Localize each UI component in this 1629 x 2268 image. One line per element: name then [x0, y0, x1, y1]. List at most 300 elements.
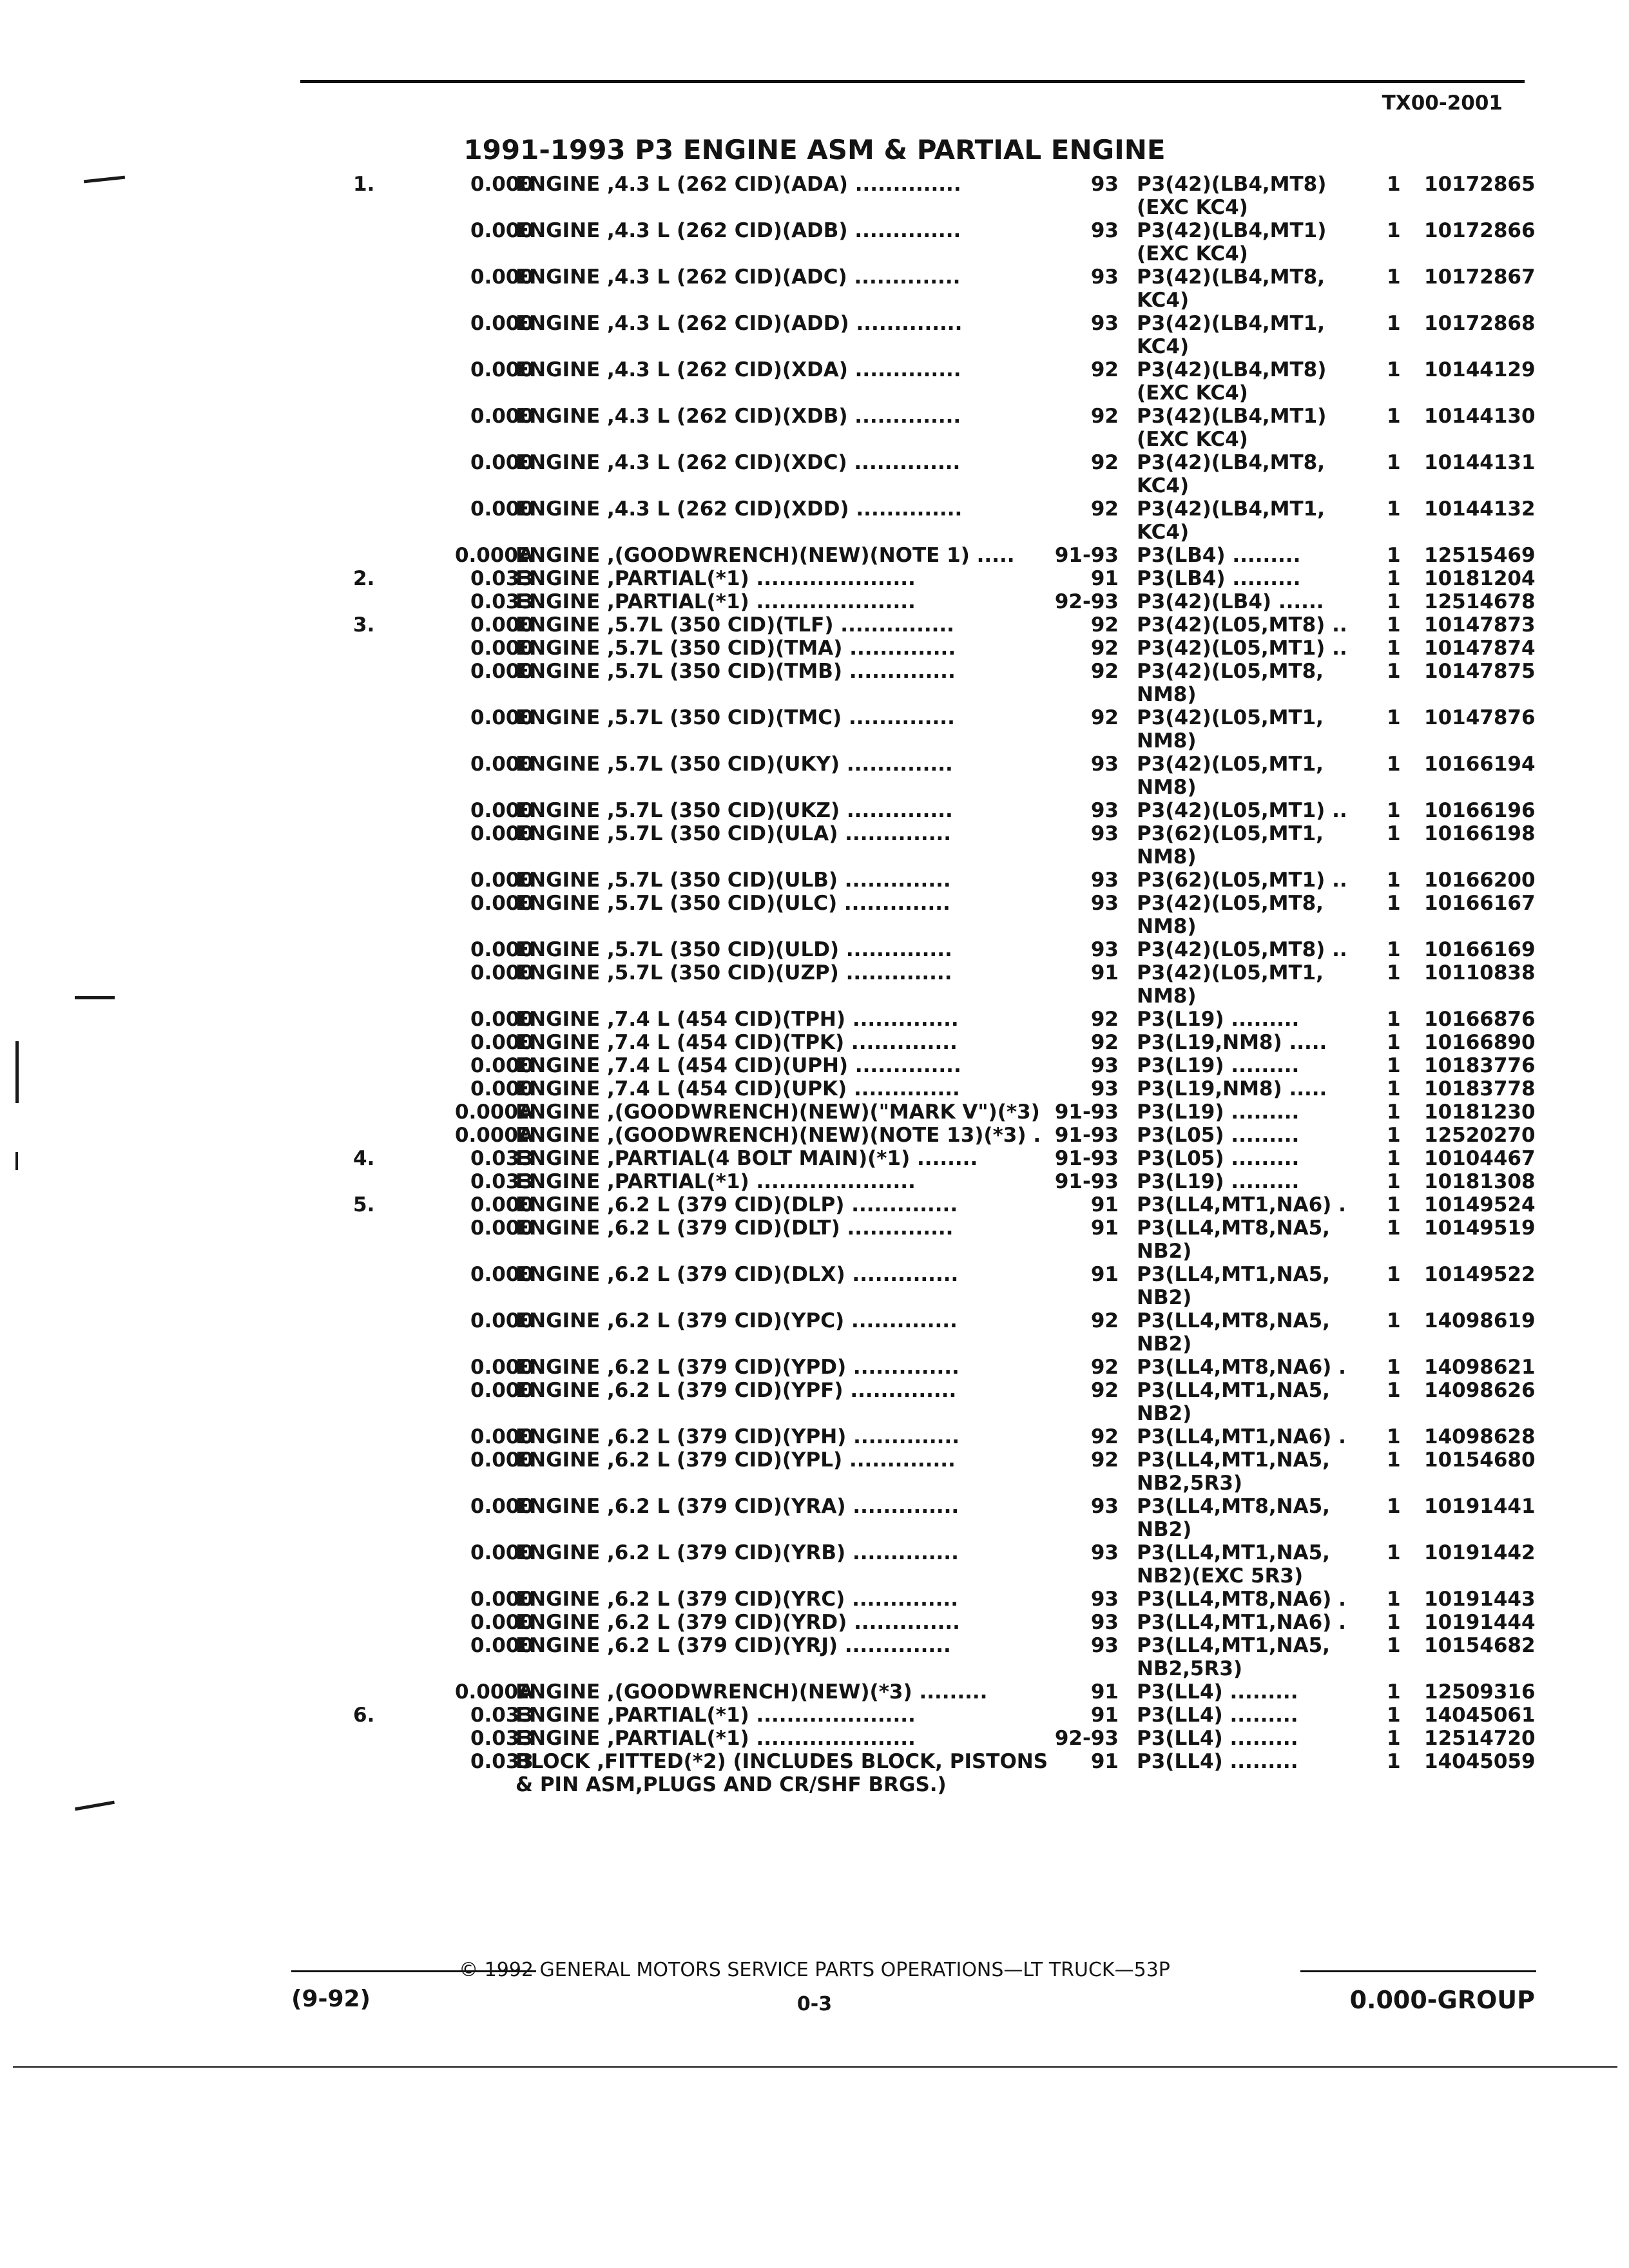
model-years: 93: [1090, 799, 1119, 822]
quantity: 1: [1387, 1541, 1401, 1564]
quantity: 1: [1387, 1100, 1401, 1124]
parts-row: [0, 1588, 1629, 1611]
part-description: ENGINE ,7.4 L (454 CID)(TPK) ..............: [516, 1031, 958, 1054]
group-number: 0.000A: [454, 544, 534, 567]
group-number: 0.000A: [454, 1680, 534, 1704]
part-number: 10144132: [1424, 497, 1536, 521]
part-number: 10147874: [1424, 637, 1536, 660]
part-number: 14045061: [1424, 1704, 1536, 1727]
copyright-line: © 1992 GENERAL MOTORS SERVICE PARTS OPERATIONS—LT TRUCK—53P: [459, 1959, 1170, 1981]
model-usage: P3(L19,NM8) .....: [1137, 1031, 1327, 1054]
part-number: 10181230: [1424, 1100, 1536, 1124]
model-usage: P3(LL4,MT1,NA5, NB2): [1137, 1263, 1330, 1309]
parts-row: [0, 1170, 1629, 1193]
parts-row: [0, 1147, 1629, 1170]
part-number: 10172867: [1424, 265, 1536, 289]
quantity: 1: [1387, 1634, 1401, 1657]
part-description: ENGINE ,5.7L (350 CID)(TLF) ...............: [516, 613, 954, 637]
model-years: 93: [1090, 219, 1119, 242]
group-number: 0.000: [470, 1031, 534, 1054]
part-description: ENGINE ,PARTIAL(4 BOLT MAIN)(*1) ........: [516, 1147, 978, 1170]
parts-row: [0, 1309, 1629, 1356]
part-number: 14098626: [1424, 1379, 1536, 1402]
group-number: 0.033: [470, 1170, 534, 1193]
parts-row: [0, 497, 1629, 544]
group-number: 0.000: [470, 1379, 534, 1402]
part-description: ENGINE ,5.7L (350 CID)(ULB) ..............: [516, 869, 951, 892]
figure-number: 2.: [353, 567, 375, 590]
part-number: 10147876: [1424, 706, 1536, 729]
parts-row: [0, 1031, 1629, 1054]
parts-row: [0, 590, 1629, 613]
part-number: 10172865: [1424, 173, 1536, 196]
model-usage: P3(LL4) .........: [1137, 1704, 1298, 1727]
model-usage: P3(L05) .........: [1137, 1124, 1300, 1147]
part-number: 10147873: [1424, 613, 1536, 637]
model-years: 93: [1090, 1077, 1119, 1100]
parts-row: [0, 706, 1629, 753]
group-number: 0.000: [470, 265, 534, 289]
parts-row: [0, 1216, 1629, 1263]
model-years: 91-93: [1054, 1100, 1119, 1124]
parts-row: [0, 1448, 1629, 1495]
model-usage: P3(LL4,MT8,NA6) .: [1137, 1588, 1346, 1611]
parts-row: [0, 405, 1629, 451]
part-description: BLOCK ,FITTED(*2) (INCLUDES BLOCK, PISTONS & PIN ASM,PLUGS AND CR/SHF BRGS.): [516, 1750, 1048, 1796]
model-years: 91: [1090, 1263, 1119, 1286]
group-number: 0.000: [470, 312, 534, 335]
parts-row: [0, 660, 1629, 706]
model-years: 92: [1090, 451, 1119, 474]
part-description: ENGINE ,4.3 L (262 CID)(ADB) ..............: [516, 219, 961, 242]
quantity: 1: [1387, 1077, 1401, 1100]
model-usage: P3(42)(L05,MT8, NM8): [1137, 660, 1324, 706]
part-number: 10154680: [1424, 1448, 1536, 1472]
model-usage: P3(42)(LB4,MT1, KC4): [1137, 312, 1325, 358]
model-usage: P3(LL4) .........: [1137, 1750, 1298, 1773]
part-description: ENGINE ,(GOODWRENCH)(NEW)(*3) .........: [516, 1680, 988, 1704]
model-usage: P3(62)(L05,MT1) ..: [1137, 869, 1347, 892]
model-usage: P3(42)(L05,MT1, NM8): [1137, 961, 1324, 1008]
model-usage: P3(LL4) .........: [1137, 1727, 1298, 1750]
model-usage: P3(42)(LB4,MT8) (EXC KC4): [1137, 173, 1327, 219]
part-description: ENGINE ,PARTIAL(*1) .....................: [516, 567, 916, 590]
figure-number: 4.: [353, 1147, 375, 1170]
part-description: ENGINE ,PARTIAL(*1) .....................: [516, 1704, 916, 1727]
quantity: 1: [1387, 1147, 1401, 1170]
group-number: 0.033: [470, 1750, 534, 1773]
parts-row: [0, 1750, 1629, 1820]
part-description: ENGINE ,6.2 L (379 CID)(YPH) ..............: [516, 1425, 960, 1448]
model-years: 93: [1090, 173, 1119, 196]
part-description: ENGINE ,5.7L (350 CID)(TMC) ..............: [516, 706, 955, 729]
group-number: 0.033: [470, 1727, 534, 1750]
group-number: 0.033: [470, 1147, 534, 1170]
group-number: 0.000: [470, 451, 534, 474]
parts-row: [0, 1425, 1629, 1448]
part-description: ENGINE ,6.2 L (379 CID)(YPL) ..............: [516, 1448, 956, 1472]
model-usage: P3(42)(LB4) ......: [1137, 590, 1324, 613]
group-number: 0.000: [470, 358, 534, 381]
part-number: 10183778: [1424, 1077, 1536, 1100]
part-number: 10166169: [1424, 938, 1536, 961]
parts-row: [0, 1495, 1629, 1541]
group-number: 0.000: [470, 637, 534, 660]
part-description: ENGINE ,(GOODWRENCH)(NEW)(NOTE 13)(*3) .: [516, 1124, 1041, 1147]
part-number: 12515469: [1424, 544, 1536, 567]
group-number: 0.000: [470, 1216, 534, 1240]
group-number: 0.000: [470, 1193, 534, 1216]
model-usage: P3(L19) .........: [1137, 1054, 1300, 1077]
model-usage: P3(L19) .........: [1137, 1100, 1300, 1124]
part-number: 12509316: [1424, 1680, 1536, 1704]
part-description: ENGINE ,5.7L (350 CID)(UKZ) ..............: [516, 799, 953, 822]
quantity: 1: [1387, 1124, 1401, 1147]
quantity: 1: [1387, 358, 1401, 381]
part-number: 10147875: [1424, 660, 1536, 683]
quantity: 1: [1387, 799, 1401, 822]
model-usage: P3(42)(LB4,MT1) (EXC KC4): [1137, 405, 1327, 451]
model-usage: P3(42)(LB4,MT8, KC4): [1137, 451, 1325, 497]
group-number: 0.000: [470, 613, 534, 637]
parts-row: [0, 892, 1629, 938]
group-number: 0.000: [470, 1448, 534, 1472]
model-years: 91: [1090, 1750, 1119, 1773]
model-years: 93: [1090, 869, 1119, 892]
model-usage: P3(LL4,MT1,NA6) .: [1137, 1193, 1346, 1216]
parts-row: [0, 219, 1629, 265]
parts-row: [0, 1379, 1629, 1425]
group-number: 0.033: [470, 590, 534, 613]
model-years: 93: [1090, 1541, 1119, 1564]
parts-row: [0, 1634, 1629, 1680]
group-number: 0.000: [470, 1309, 534, 1332]
parts-row: [0, 799, 1629, 822]
group-number: 0.000: [470, 1611, 534, 1634]
parts-row: [0, 613, 1629, 637]
model-usage: P3(42)(L05,MT8) ..: [1137, 613, 1347, 637]
parts-row: [0, 1054, 1629, 1077]
quantity: 1: [1387, 1448, 1401, 1472]
model-years: 92: [1090, 706, 1119, 729]
parts-row: [0, 312, 1629, 358]
model-years: 92-93: [1054, 590, 1119, 613]
part-description: ENGINE ,(GOODWRENCH)(NEW)(NOTE 1) .....: [516, 544, 1015, 567]
model-years: 92: [1090, 1448, 1119, 1472]
figure-number: 5.: [353, 1193, 375, 1216]
model-years: 92: [1090, 1008, 1119, 1031]
model-usage: P3(LL4) .........: [1137, 1680, 1298, 1704]
model-usage: P3(L19) .........: [1137, 1008, 1300, 1031]
quantity: 1: [1387, 1588, 1401, 1611]
group-number: 0.000: [470, 706, 534, 729]
parts-row: [0, 265, 1629, 312]
part-number: 10166876: [1424, 1008, 1536, 1031]
quantity: 1: [1387, 1356, 1401, 1379]
quantity: 1: [1387, 312, 1401, 335]
part-number: 14098619: [1424, 1309, 1536, 1332]
parts-row: [0, 753, 1629, 799]
part-description: ENGINE ,4.3 L (262 CID)(XDB) ..............: [516, 405, 961, 428]
model-usage: P3(L19) .........: [1137, 1170, 1300, 1193]
group-number: 0.000: [470, 1263, 534, 1286]
model-years: 91-93: [1054, 544, 1119, 567]
model-usage: P3(42)(L05,MT1, NM8): [1137, 706, 1324, 753]
quantity: 1: [1387, 219, 1401, 242]
model-usage: P3(L19,NM8) .....: [1137, 1077, 1327, 1100]
parts-row: [0, 938, 1629, 961]
model-usage: P3(L05) .........: [1137, 1147, 1300, 1170]
quantity: 1: [1387, 753, 1401, 776]
part-number: 12514678: [1424, 590, 1536, 613]
group-label: 0.000-GROUP: [1349, 1986, 1535, 2014]
model-years: 93: [1090, 822, 1119, 845]
quantity: 1: [1387, 1704, 1401, 1727]
part-number: 14045059: [1424, 1750, 1536, 1773]
model-years: 92: [1090, 1379, 1119, 1402]
group-number: 0.000: [470, 173, 534, 196]
part-description: ENGINE ,5.7L (350 CID)(ULA) ..............: [516, 822, 952, 845]
bottom-rule: [13, 2066, 1617, 2068]
parts-row: [0, 173, 1629, 219]
parts-row: [0, 1727, 1629, 1750]
model-years: 92: [1090, 497, 1119, 521]
part-description: ENGINE ,6.2 L (379 CID)(YPD) ..............: [516, 1356, 959, 1379]
model-years: 93: [1090, 753, 1119, 776]
parts-row: [0, 822, 1629, 869]
model-usage: P3(42)(L05,MT1) ..: [1137, 637, 1347, 660]
part-description: ENGINE ,6.2 L (379 CID)(YPF) ..............: [516, 1379, 957, 1402]
part-description: ENGINE ,5.7L (350 CID)(ULC) ..............: [516, 892, 950, 915]
part-number: 10191442: [1424, 1541, 1536, 1564]
quantity: 1: [1387, 1495, 1401, 1518]
model-years: 93: [1090, 1495, 1119, 1518]
part-description: ENGINE ,5.7L (350 CID)(ULD) ..............: [516, 938, 952, 961]
quantity: 1: [1387, 1054, 1401, 1077]
quantity: 1: [1387, 1309, 1401, 1332]
part-description: ENGINE ,6.2 L (379 CID)(YRD) ..............: [516, 1611, 960, 1634]
group-number: 0.033: [470, 567, 534, 590]
quantity: 1: [1387, 265, 1401, 289]
model-years: 93: [1090, 938, 1119, 961]
group-number: 0.000: [470, 219, 534, 242]
part-description: ENGINE ,6.2 L (379 CID)(DLX) ..............: [516, 1263, 959, 1286]
part-description: ENGINE ,5.7L (350 CID)(UZP) ..............: [516, 961, 952, 985]
group-number: 0.000: [470, 1008, 534, 1031]
part-number: 10166890: [1424, 1031, 1536, 1054]
model-years: 92: [1090, 358, 1119, 381]
part-description: ENGINE ,7.4 L (454 CID)(TPH) ..............: [516, 1008, 959, 1031]
part-description: ENGINE ,4.3 L (262 CID)(ADA) ..............: [516, 173, 961, 196]
model-years: 93: [1090, 1611, 1119, 1634]
model-usage: P3(LL4,MT1,NA6) .: [1137, 1611, 1346, 1634]
parts-row: [0, 1680, 1629, 1704]
part-number: 10166200: [1424, 869, 1536, 892]
model-usage: P3(LB4) .........: [1137, 544, 1301, 567]
model-years: 91: [1090, 1704, 1119, 1727]
model-years: 92: [1090, 637, 1119, 660]
part-number: 10144131: [1424, 451, 1536, 474]
part-description: ENGINE ,4.3 L (262 CID)(XDD) ..............: [516, 497, 963, 521]
quantity: 1: [1387, 1008, 1401, 1031]
part-description: ENGINE ,4.3 L (262 CID)(XDA) ..............: [516, 358, 961, 381]
part-description: ENGINE ,(GOODWRENCH)(NEW)("MARK V")(*3): [516, 1100, 1040, 1124]
part-number: 10181204: [1424, 567, 1536, 590]
model-years: 93: [1090, 1054, 1119, 1077]
quantity: 1: [1387, 1727, 1401, 1750]
part-description: ENGINE ,6.2 L (379 CID)(DLP) ..............: [516, 1193, 958, 1216]
model-years: 91-93: [1054, 1124, 1119, 1147]
group-number: 0.000: [470, 1054, 534, 1077]
part-number: 10183776: [1424, 1054, 1536, 1077]
part-description: ENGINE ,5.7L (350 CID)(TMB) ..............: [516, 660, 956, 683]
parts-list: [0, 173, 1629, 1820]
model-years: 93: [1090, 265, 1119, 289]
group-number: 0.000: [470, 1541, 534, 1564]
group-number: 0.000: [470, 822, 534, 845]
model-years: 92: [1090, 613, 1119, 637]
group-number: 0.000: [470, 1356, 534, 1379]
part-number: 10149522: [1424, 1263, 1536, 1286]
figure-number: 6.: [353, 1704, 375, 1727]
part-description: ENGINE ,4.3 L (262 CID)(ADD) ..............: [516, 312, 963, 335]
page-title: 1991-1993 P3 ENGINE ASM & PARTIAL ENGINE: [463, 134, 1166, 166]
part-description: ENGINE ,PARTIAL(*1) .....................: [516, 1170, 916, 1193]
part-number: 12514720: [1424, 1727, 1536, 1750]
model-years: 93: [1090, 1634, 1119, 1657]
model-years: 92: [1090, 1356, 1119, 1379]
model-usage: P3(LL4,MT8,NA5, NB2): [1137, 1495, 1330, 1541]
model-years: 92-93: [1054, 1727, 1119, 1750]
model-years: 93: [1090, 312, 1119, 335]
quantity: 1: [1387, 1170, 1401, 1193]
model-years: 92: [1090, 1309, 1119, 1332]
parts-row: [0, 1100, 1629, 1124]
group-number: 0.000: [470, 869, 534, 892]
group-number: 0.000: [470, 753, 534, 776]
group-number: 0.000: [470, 799, 534, 822]
model-usage: P3(LL4,MT1,NA5, NB2): [1137, 1379, 1330, 1425]
quantity: 1: [1387, 961, 1401, 985]
part-number: 10172866: [1424, 219, 1536, 242]
group-number: 0.000A: [454, 1124, 534, 1147]
model-usage: P3(42)(LB4,MT8) (EXC KC4): [1137, 358, 1327, 405]
model-usage: P3(42)(L05,MT1, NM8): [1137, 753, 1324, 799]
part-number: 10172868: [1424, 312, 1536, 335]
parts-row: [0, 1541, 1629, 1588]
top-rule: [300, 80, 1525, 83]
model-years: 93: [1090, 892, 1119, 915]
group-number: 0.000: [470, 892, 534, 915]
parts-row: [0, 1077, 1629, 1100]
part-number: 10166167: [1424, 892, 1536, 915]
model-usage: P3(LL4,MT1,NA5, NB2,5R3): [1137, 1448, 1330, 1495]
group-number: 0.033: [470, 1704, 534, 1727]
revision-date: (9-92): [291, 1986, 371, 2012]
part-number: 10110838: [1424, 961, 1536, 985]
part-number: 10181308: [1424, 1170, 1536, 1193]
part-description: ENGINE ,7.4 L (454 CID)(UPH) ..............: [516, 1054, 961, 1077]
group-number: 0.000: [470, 1077, 534, 1100]
group-number: 0.000: [470, 1425, 534, 1448]
parts-row: [0, 1704, 1629, 1727]
quantity: 1: [1387, 497, 1401, 521]
parts-row: [0, 1263, 1629, 1309]
quantity: 1: [1387, 173, 1401, 196]
model-usage: P3(LL4,MT1,NA6) .: [1137, 1425, 1346, 1448]
part-number: 10154682: [1424, 1634, 1536, 1657]
group-number: 0.000: [470, 938, 534, 961]
parts-row: [0, 1193, 1629, 1216]
part-number: 10166198: [1424, 822, 1536, 845]
model-usage: P3(LL4,MT8,NA5, NB2): [1137, 1309, 1330, 1356]
part-number: 10191441: [1424, 1495, 1536, 1518]
parts-row: [0, 637, 1629, 660]
model-years: 91: [1090, 1680, 1119, 1704]
figure-number: 3.: [353, 613, 375, 637]
parts-row: [0, 1356, 1629, 1379]
model-years: 91: [1090, 1216, 1119, 1240]
parts-row: [0, 451, 1629, 497]
model-years: 91-93: [1054, 1170, 1119, 1193]
model-usage: P3(42)(L05,MT1) ..: [1137, 799, 1347, 822]
document-id: TX00-2001: [1382, 91, 1503, 115]
model-usage: P3(LB4) .........: [1137, 567, 1301, 590]
part-number: 10166194: [1424, 753, 1536, 776]
quantity: 1: [1387, 1216, 1401, 1240]
model-usage: P3(42)(LB4,MT1, KC4): [1137, 497, 1325, 544]
model-years: 92: [1090, 660, 1119, 683]
part-description: ENGINE ,4.3 L (262 CID)(XDC) ..............: [516, 451, 961, 474]
figure-number: 1.: [353, 173, 375, 196]
model-years: 92: [1090, 1031, 1119, 1054]
part-number: 10149519: [1424, 1216, 1536, 1240]
quantity: 1: [1387, 938, 1401, 961]
part-description: ENGINE ,PARTIAL(*1) .....................: [516, 1727, 916, 1750]
part-description: ENGINE ,6.2 L (379 CID)(YRB) ..............: [516, 1541, 959, 1564]
parts-row: [0, 1008, 1629, 1031]
quantity: 1: [1387, 660, 1401, 683]
quantity: 1: [1387, 1263, 1401, 1286]
model-years: 92: [1090, 405, 1119, 428]
group-number: 0.000: [470, 961, 534, 985]
part-description: ENGINE ,5.7L (350 CID)(UKY) ..............: [516, 753, 953, 776]
model-years: 92: [1090, 1425, 1119, 1448]
part-description: ENGINE ,6.2 L (379 CID)(YRA) ..............: [516, 1495, 959, 1518]
part-number: 10104467: [1424, 1147, 1536, 1170]
parts-row: [0, 567, 1629, 590]
group-number: 0.000: [470, 1495, 534, 1518]
parts-row: [0, 961, 1629, 1008]
model-years: 93: [1090, 1588, 1119, 1611]
part-description: ENGINE ,6.2 L (379 CID)(YRC) ..............: [516, 1588, 958, 1611]
part-description: ENGINE ,4.3 L (262 CID)(ADC) ..............: [516, 265, 961, 289]
page-number: 0-3: [796, 1993, 833, 2015]
part-number: 10149524: [1424, 1193, 1536, 1216]
quantity: 1: [1387, 1379, 1401, 1402]
model-usage: P3(42)(L05,MT8) ..: [1137, 938, 1347, 961]
model-years: 91-93: [1054, 1147, 1119, 1170]
quantity: 1: [1387, 1193, 1401, 1216]
parts-row: [0, 358, 1629, 405]
quantity: 1: [1387, 451, 1401, 474]
parts-row: [0, 1611, 1629, 1634]
parts-row: [0, 869, 1629, 892]
part-description: ENGINE ,6.2 L (379 CID)(YPC) ..............: [516, 1309, 958, 1332]
model-usage: P3(LL4,MT8,NA6) .: [1137, 1356, 1346, 1379]
part-number: 10144129: [1424, 358, 1536, 381]
model-years: 91: [1090, 567, 1119, 590]
